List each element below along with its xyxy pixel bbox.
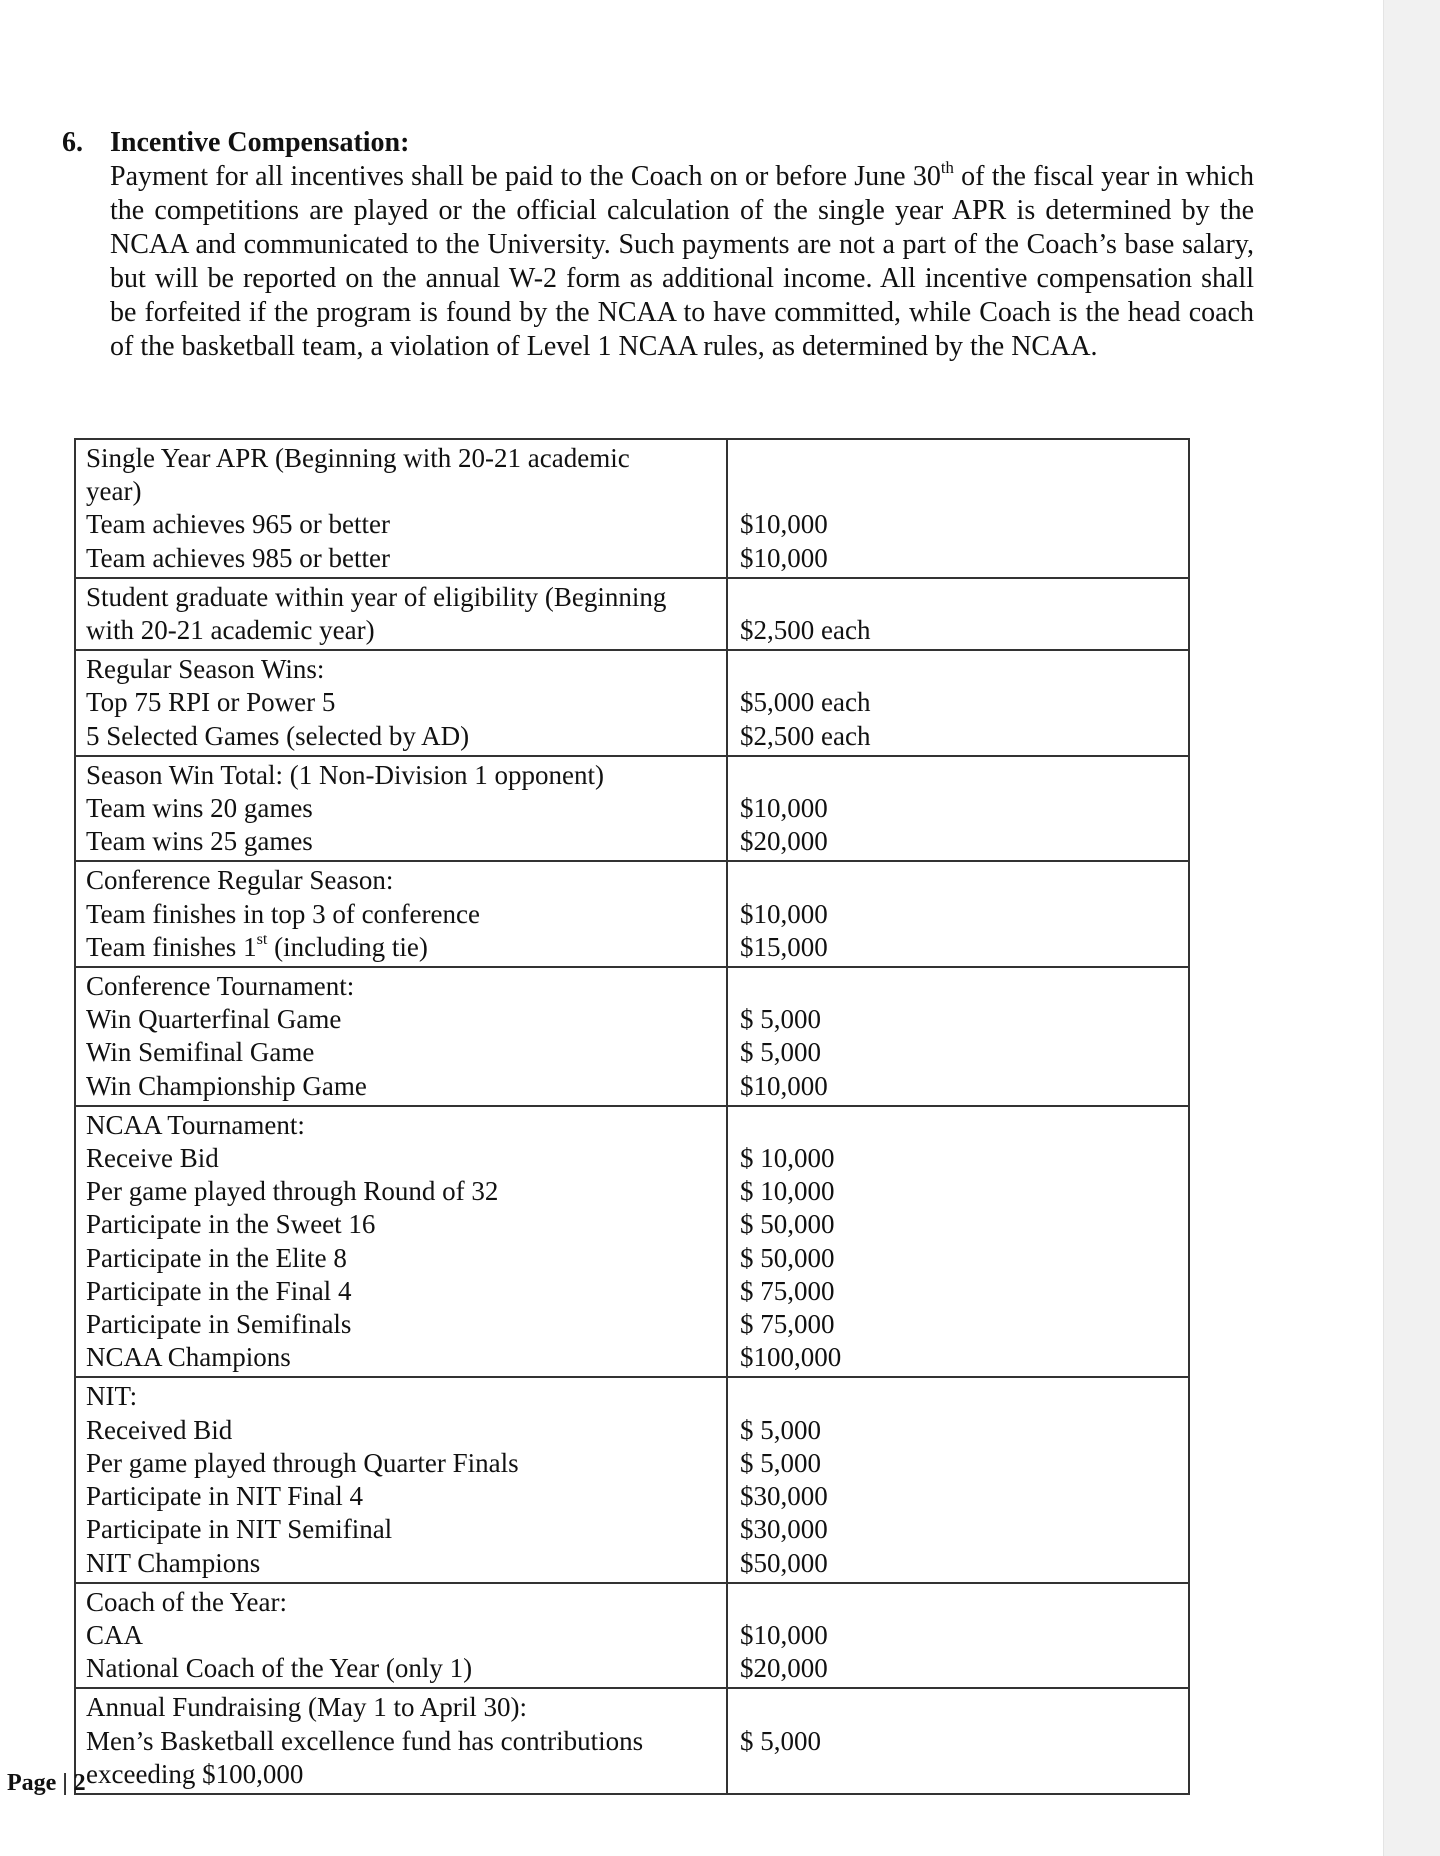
amount-line: $ 10,000	[740, 1143, 835, 1174]
description-line: Team finishes in top 3 of conference	[86, 898, 480, 929]
section-number: 6.	[62, 127, 83, 158]
incentive-amount-cell	[727, 861, 1189, 967]
amount-line: $2,500 each	[740, 720, 871, 751]
amount-line	[740, 1586, 1180, 1619]
description-line: Team achieves 985 or better	[86, 542, 390, 573]
amount-line: $5,000 each	[740, 687, 871, 718]
amount-line: $ 50,000	[740, 1209, 835, 1240]
description-line: Men’s Basketball excellence fund has contributions	[86, 1725, 644, 1756]
description-line: Participate in the Elite 8	[86, 1242, 347, 1273]
description-line: with 20-21 academic year)	[86, 615, 375, 646]
incentive-description-cell	[75, 439, 727, 578]
amount-line	[740, 864, 1180, 897]
incentive-amount-cell	[727, 1583, 1189, 1689]
incentive-description-cell	[75, 650, 727, 756]
incentive-amount-cell	[727, 1688, 1189, 1794]
incentive-description-cell	[75, 578, 727, 650]
amount-line: $10,000	[740, 509, 828, 540]
description-line: Team wins 20 games	[86, 793, 313, 824]
paragraph-text-end: of the fiscal year in which the competitions are played or the official calculation of the single year APR is determined by the NCAA and communicated to the University. Such payments are not a part of the Coach’s base salary, but will be reported on the annual W-2 form as additional income. All incentive compensation shall be forfeited if the program is found by the NCAA to have committed, while Coach is the head coach of the basketball team, a violation of Level 1 NCAA rules, as determined by the NCAA.	[110, 161, 1254, 362]
table-row	[75, 756, 1189, 862]
table-row	[75, 1377, 1189, 1582]
description-line: Conference Regular Season:	[86, 865, 394, 896]
description-line: Top 75 RPI or Power 5	[86, 687, 336, 718]
incentive-amount-cell	[727, 439, 1189, 578]
description-line: Per game played through Round of 32	[86, 1176, 499, 1207]
incentive-description-cell	[75, 756, 727, 862]
description-line: exceeding $100,000	[86, 1758, 304, 1789]
amount-line: $ 75,000	[740, 1275, 835, 1306]
amount-line	[740, 1758, 1180, 1791]
incentive-amount-cell	[727, 578, 1189, 650]
amount-line: $15,000	[740, 931, 828, 962]
description-line: NIT:	[86, 1381, 138, 1412]
amount-line: $10,000	[740, 1619, 828, 1650]
section-paragraph	[110, 157, 1254, 364]
amount-line: $10,000	[740, 898, 828, 929]
description-line: NIT Champions	[86, 1547, 261, 1578]
incentive-amount-cell	[727, 967, 1189, 1106]
description-line: Win Championship Game	[86, 1070, 367, 1101]
section-heading	[62, 126, 1202, 160]
table-row	[75, 650, 1189, 756]
description-line: NCAA Tournament:	[86, 1109, 305, 1140]
table-row	[75, 1688, 1189, 1794]
amount-line: $ 5,000	[740, 1004, 821, 1035]
amount-line: $ 10,000	[740, 1176, 835, 1207]
incentive-amount-cell	[727, 650, 1189, 756]
description-line: Season Win Total: (1 Non-Division 1 opponent)	[86, 759, 604, 790]
description-line: Coach of the Year:	[86, 1586, 287, 1617]
section-title: Incentive Compensation:	[110, 127, 410, 158]
amount-line: $2,500 each	[740, 615, 871, 646]
amount-line	[740, 475, 1180, 508]
description-line: CAA	[86, 1619, 144, 1650]
paragraph-text-start: Payment for all incentives shall be paid to the Coach on or before June 30	[110, 161, 941, 192]
amount-line: $30,000	[740, 1514, 828, 1545]
incentive-amount-cell	[727, 1377, 1189, 1582]
table-row	[75, 578, 1189, 650]
amount-line	[740, 970, 1180, 1003]
description-line: 5 Selected Games (selected by AD)	[86, 720, 470, 751]
amount-line: $20,000	[740, 826, 828, 857]
description-line: Participate in NIT Semifinal	[86, 1514, 393, 1545]
table-row	[75, 861, 1189, 967]
amount-line: $ 5,000	[740, 1414, 821, 1445]
paragraph-superscript: th	[940, 157, 954, 177]
description-line: Per game played through Quarter Finals	[86, 1447, 519, 1478]
amount-line: $30,000	[740, 1481, 828, 1512]
description-line: Received Bid	[86, 1414, 233, 1445]
description-line: Team wins 25 games	[86, 826, 313, 857]
amount-line: $ 75,000	[740, 1309, 835, 1340]
description-line: Annual Fundraising (May 1 to April 30):	[86, 1692, 527, 1723]
amount-line	[740, 759, 1180, 792]
description-line: Conference Tournament:	[86, 971, 355, 1002]
table-row	[75, 439, 1189, 578]
amount-line	[740, 1691, 1180, 1724]
description-line: year)	[86, 476, 142, 507]
description-line: Participate in the Sweet 16	[86, 1209, 376, 1240]
amount-line: $10,000	[740, 1070, 828, 1101]
description-line: Win Semifinal Game	[86, 1037, 315, 1068]
table-row	[75, 967, 1189, 1106]
description-line: Regular Season Wins:	[86, 654, 325, 685]
table-row	[75, 1583, 1189, 1689]
amount-line	[740, 1380, 1180, 1413]
description-line: Receive Bid	[86, 1143, 219, 1174]
description-line: Team achieves 965 or better	[86, 509, 390, 540]
incentive-table	[74, 438, 1190, 1795]
amount-line: $ 50,000	[740, 1242, 835, 1273]
amount-line: $ 5,000	[740, 1725, 821, 1756]
incentive-description-cell	[75, 1377, 727, 1582]
amount-line: $100,000	[740, 1342, 842, 1373]
incentive-amount-cell	[727, 1106, 1189, 1378]
amount-line: $ 5,000	[740, 1447, 821, 1478]
incentive-description-cell	[75, 1688, 727, 1794]
table-row	[75, 1106, 1189, 1378]
description-line: National Coach of the Year (only 1)	[86, 1653, 473, 1684]
amount-line: $ 5,000	[740, 1037, 821, 1068]
description-line: Participate in NIT Final 4	[86, 1481, 363, 1512]
page-margin-band	[1383, 0, 1440, 1856]
description-line: Student graduate within year of eligibility (Beginning	[86, 581, 667, 612]
page-number: Page | 2	[7, 1770, 86, 1796]
description-line: Win Quarterfinal Game	[86, 1004, 342, 1035]
incentive-description-cell	[75, 861, 727, 967]
incentive-compensation-section	[62, 126, 1254, 364]
amount-line	[740, 653, 1180, 686]
amount-line: $50,000	[740, 1547, 828, 1578]
amount-line	[740, 442, 1180, 475]
amount-line: $10,000	[740, 542, 828, 573]
amount-line: $10,000	[740, 793, 828, 824]
incentive-description-cell	[75, 967, 727, 1106]
description-line: Team finishes 1st (including tie)	[86, 929, 428, 962]
incentive-description-cell	[75, 1106, 727, 1378]
description-line: Participate in the Final 4	[86, 1275, 352, 1306]
amount-line	[740, 1109, 1180, 1142]
description-line: NCAA Champions	[86, 1342, 291, 1373]
incentive-amount-cell	[727, 756, 1189, 862]
description-line: Single Year APR (Beginning with 20-21 academic	[86, 443, 630, 473]
amount-line: $20,000	[740, 1653, 828, 1684]
incentive-description-cell	[75, 1583, 727, 1689]
description-line: Participate in Semifinals	[86, 1309, 352, 1340]
amount-line	[740, 581, 1180, 614]
